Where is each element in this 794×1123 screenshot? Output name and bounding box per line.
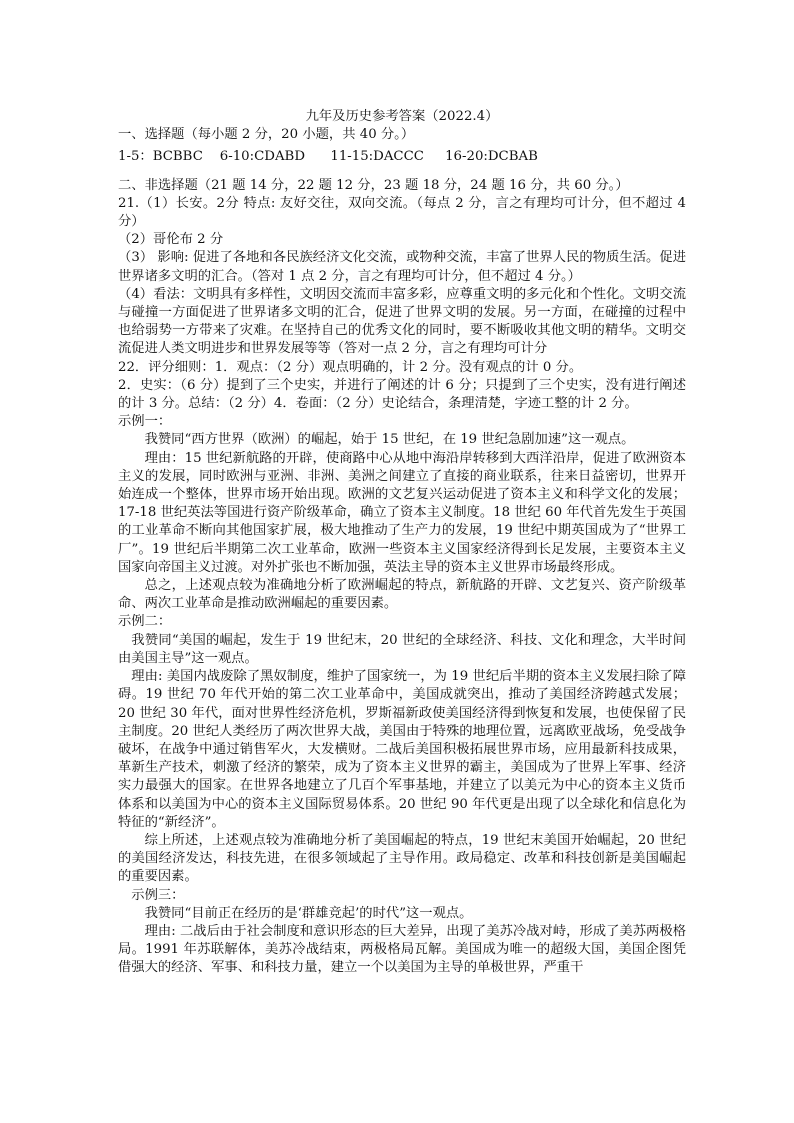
answer-document [118, 108, 686, 978]
q21-part2: （2）哥伦布 2 分 [118, 232, 224, 248]
q21-part1: 21.（1）长安。2分 特点: 友好交往，双向交流。（每点 2 分，言之有理均可计分，但不超过 4 分） [118, 195, 686, 230]
example3-view: 我赞同“目前正在经历的是‘群雄竞起’的时代”这一观点。 [144, 905, 473, 921]
example1-reason: 理由：15 世纪新航路的开辟，使商路中心从地中海沿岸转移到大西洋沿岸，促进了欧洲资本主义的发展，同时欧洲与亚洲、非洲、美洲之间建立了直接的商业联系，往来日益密切，世界开始连成一个整体，世界市场开始出现。欧洲的文艺复兴运动促进了资本主义和科学文化的发展；17-18 世纪英法等国进行资产阶级革命，确立了资本主义制度。18 世纪 60 年代首先发生于英国的工业革命不断向其他国家扩展，极大地推动了生产力的发展，19 世纪中期英国成为了“世界工厂”。19 世纪后半期第二次工业革命，欧洲一些资本主义国家经济得到长足发展，主要资本主义国家向帝国主义过渡。对外扩张也不断加强，英法主导的资本主义世界市场最终形成。 [118, 450, 686, 575]
example1-view: 我赞同“西方世界（欧洲）的崛起，始于 15 世纪，在 19 世纪急剧加速”这一观点。 [144, 432, 635, 448]
example2-view: 我赞同“美国的崛起，发生于 19 世纪末，20 世纪的全球经济、科技、文化和理念，大半时间由美国主导”这一观点。 [118, 632, 686, 666]
example3-label: 示例三： [131, 887, 185, 903]
section1-heading: 一、选择题（每小题 2 分，20 小题，共 40 分。） [118, 127, 415, 143]
section2-heading: 二、非选择题（21 题 14 分，22 题 12 分，23 题 18 分，24 题 16 分，共 60 分。） [118, 177, 629, 193]
page-title: 九年及历史参考答案（2022.4） [305, 109, 499, 124]
example2-label: 示例二： [118, 614, 172, 630]
example2-reason: 理由: 美国内战废除了黑奴制度，维护了国家统一，为 19 世纪后半期的资本主义发展扫除了障碍。19 世纪 70 年代开始的第二次工业革命中，美国成就突出，推动了美国经济跨越式发展；20 世纪 30 年代，面对世界性经济危机，罗斯福新政使美国经济得到恢复和发展，也使保留了民主制度。20 世纪人类经历了两次世界大战，美国由于特殊的地理位置，远离欧亚战场，免受战争破坏，在战争中通过销售军火，大发横财。二战后美国积极拓展世界市场，应用最新科技成果，革新生产技术，刺激了经济的繁荣，成为了资本主义世界的霸主，美国成为了世界上军事、经济实力最强大的国家。在世界各地建立了几百个军事基地，并建立了以美元为中心的资本主义货币体系和以美国为中心的资本主义国际贸易体系。20 世纪 90 年代更是出现了以全球化和信息化为特征的“新经济”。 [118, 669, 686, 830]
q22-scoring-1: 22．评分细则：1．观点：（2 分）观点明确的，计 2 分。没有观点的计 0 分。 [118, 359, 583, 375]
example1-label: 示例一： [118, 414, 172, 430]
multiple-choice-answers: 1-5：BCBBC 6-10:CDABD 11-15:DACCC 16-20:DCBAB [118, 149, 538, 165]
q21-part3: （3） 影响: 促进了各地和各民族经济文化交流，或物种交流，丰富了世界人民的物质生活。促进世界诸多文明的汇合。（答对 1 点 2 分，言之有理均可计分，但不超过 4 分。） [118, 250, 686, 284]
example1-summary: 总之，上述观点较为准确地分析了欧洲崛起的特点，新航路的开辟、文艺复兴、资产阶级革命、两次工业革命是推动欧洲崛起的重要因素。 [118, 578, 686, 612]
q21-part4: （4）看法：文明具有多样性，文明因交流而丰富多彩，应尊重文明的多元化和个性化。文明交流与碰撞一方面促进了世界诸多文明的汇合，促进了世界文明的发展。另一方面，在碰撞的过程中也给弱势一方带来了灾难。在坚持自己的优秀文化的同时，要不断吸收其他文明的精华。文明交流促进人类文明进步和世界发展等等（答对一点 2 分，言之有理均可计分 [118, 286, 686, 357]
q22-scoring-2: 2．史实：（6 分）提到了三个史实，并进行了阐述的计 6 分；只提到了三个史实，没有进行阐述的计 3 分。总结：（2 分）4．卷面：（2 分）史论结合，条理清楚，字迹工整的计 2 分。 [118, 377, 686, 412]
example3-reason: 理由: 二战后由于社会制度和意识形态的巨大差异，出现了美苏冷战对峙，形成了美苏两极格局。1991 年苏联解体，美苏冷战结束，两极格局瓦解。美国成为唯一的超级大国，美国企图凭借强大的经济、军事、和科技力量，建立一个以美国为主导的单极世界，严重干 [118, 923, 686, 976]
example2-summary: 综上所述，上述观点较为准确地分析了美国崛起的特点，19 世纪末美国开始崛起，20 世纪的美国经济发达，科技先进，在很多领域起了主导作用。政局稳定、改革和科技创新是美国崛起的重要因素。 [118, 832, 686, 885]
